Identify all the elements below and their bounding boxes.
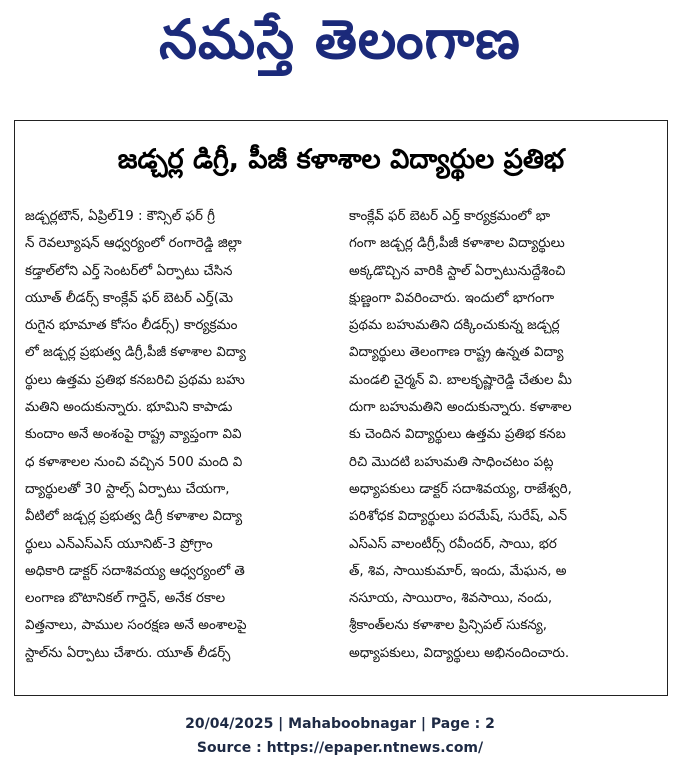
article-text-line: ధ కళాశాలల నుంచి వచ్చిన 500 మంది వి [25, 454, 243, 470]
article-text-line: న్ రెవల్యూషన్ ఆధ్వర్యంలో రంగారెడ్డి జిల్లా [25, 236, 242, 252]
article-text-line: ర్థులు ఎన్ఎస్ఎస్ యూనిట్-3 ప్రోగ్రాం [25, 536, 213, 552]
article-text-line: ర్థులు ఉత్తమ ప్రతిభ కనబరిచి ప్రథమ బహు [25, 372, 245, 388]
footer-source: Source : https://epaper.ntnews.com/ [196, 740, 484, 756]
article-text-line: అక్కడొచ్చిన వారికి స్టాల్ ఏర్పాటునుద్దేశించి [349, 263, 566, 279]
article-text-line: అధ్యాపకులు డాక్టర్ సదాశివయ్య, రాజేశ్వరి, [349, 481, 572, 497]
article-text-line: ద్యార్థులతో 30 స్టాల్స్ ఏర్పాటు చేయగా, [25, 481, 230, 497]
article-text-line: నసూయ, సాయిరాం, శివసాయి, నందు, [349, 591, 553, 607]
article-text-line: కుందాం అనే అంశంపై రాష్ట్ర వ్యాప్తంగా వివి [25, 427, 242, 443]
article-text-line: గంగా జడ్చర్ల డిగ్రీ,పీజీ కళాశాల విద్యార్థులు [349, 236, 565, 252]
article-text-line: అధ్యాపకులు, విద్యార్థులు అభినందించారు. [349, 645, 570, 661]
article-text-line: మండలి చైర్మన్ వి. బాలకృష్ణారెడ్డి చేతుల మీ [349, 372, 572, 388]
newspaper-masthead [0, 0, 680, 92]
article-headline: జడ్చర్ల డిగ్రీ, పీజీ కళాశాల విద్యార్థుల ప్రతిభ [117, 144, 565, 175]
article-text-line: రుగైన భూమాత కోసం లీడర్స్) కార్యక్రమం [25, 318, 238, 334]
article-text-line: క్షుణ్ణంగా వివరించారు. ఇందులో భాగంగా [349, 290, 555, 306]
article-text-line: కాంక్లేవ్ ఫర్ బెటర్ ఎర్త్ కార్యక్రమంలో భా [349, 209, 551, 224]
masthead-title: నమస్తే తెలంగాణ [159, 7, 521, 71]
article-text-line: జడ్చర్లటౌన్, ఏప్రిల్19 : కౌన్సిల్ ఫర్ గ్రీ [25, 209, 215, 224]
article-text-line: అధికారి డాక్టర్ సదాశివయ్య ఆధ్వర్యంలో తె [25, 563, 245, 579]
article-text-line: ఎస్ఎస్ వాలంటీర్స్ రవీందర్, సాయి, భర [349, 536, 557, 552]
article-text-line: దుగా బహుమతిని అందుకున్నారు. కళాశాల [349, 400, 572, 416]
article-column-right [349, 203, 655, 667]
article-text-line: కడ్తాల్‌లోని ఎర్త్ సెంటర్‌లో ఏర్పాటు చేసిన [25, 263, 233, 279]
article-text-line: కు చెందిన విద్యార్థులు ఉత్తమ ప్రతిభ కనబ [349, 427, 566, 443]
article-text-line: త్, శివ, సాయికుమార్, ఇందు, మేఘన, అ [349, 563, 567, 579]
article-text-line: స్టాల్‌ను ఏర్పాటు చేశారు. యూత్ లీడర్స్ [25, 645, 231, 661]
article-text-line: లో జడ్చర్ల ప్రభుత్వ డిగ్రీ,పీజీ కళాశాల విద్యా [25, 345, 246, 361]
article-column-left [25, 203, 331, 667]
news-clipping [14, 120, 668, 696]
article-text-line: శ్రీకాంత్‌లను కళాశాల ప్రిన్సిపల్ సుకన్య, [349, 618, 547, 634]
article-text-line: విత్తనాలు, పాముల సంరక్షణ అనే అంశాలపై [25, 618, 247, 634]
article-text-line: విద్యార్థులు తెలంగాణ రాష్ట్ర ఉన్నత విద్యా [349, 345, 564, 361]
article-text-line: లంగాణ బొటానికల్ గార్డెన్, అనేక రకాల [25, 591, 226, 607]
article-text-line: ప్రథమ బహుమతిని దక్కించుకున్న జడ్చర్ల [349, 318, 560, 334]
article-text-line: పరిశోధక విద్యార్థులు పరమేష్, సురేష్, ఎన్ [349, 509, 568, 525]
article-text-line: మతిని అందుకున్నారు. భూమిని కాపాడు [25, 400, 233, 416]
footer-date-edition-page: 20/04/2025 | Mahaboobnagar | Page : 2 [185, 716, 495, 732]
article-text-line: వీటిలో జడ్చర్ల ప్రభుత్వ డిగ్రీ కళాశాల విద్యా [25, 509, 243, 525]
article-text-line: యూత్ లీడర్స్ కాంక్లేవ్ ఫర్ బెటర్ ఎర్త్(మె [25, 290, 234, 306]
article-text-line: రిచి మొదటి బహుమతి సాధించటం పట్ల [349, 454, 554, 470]
